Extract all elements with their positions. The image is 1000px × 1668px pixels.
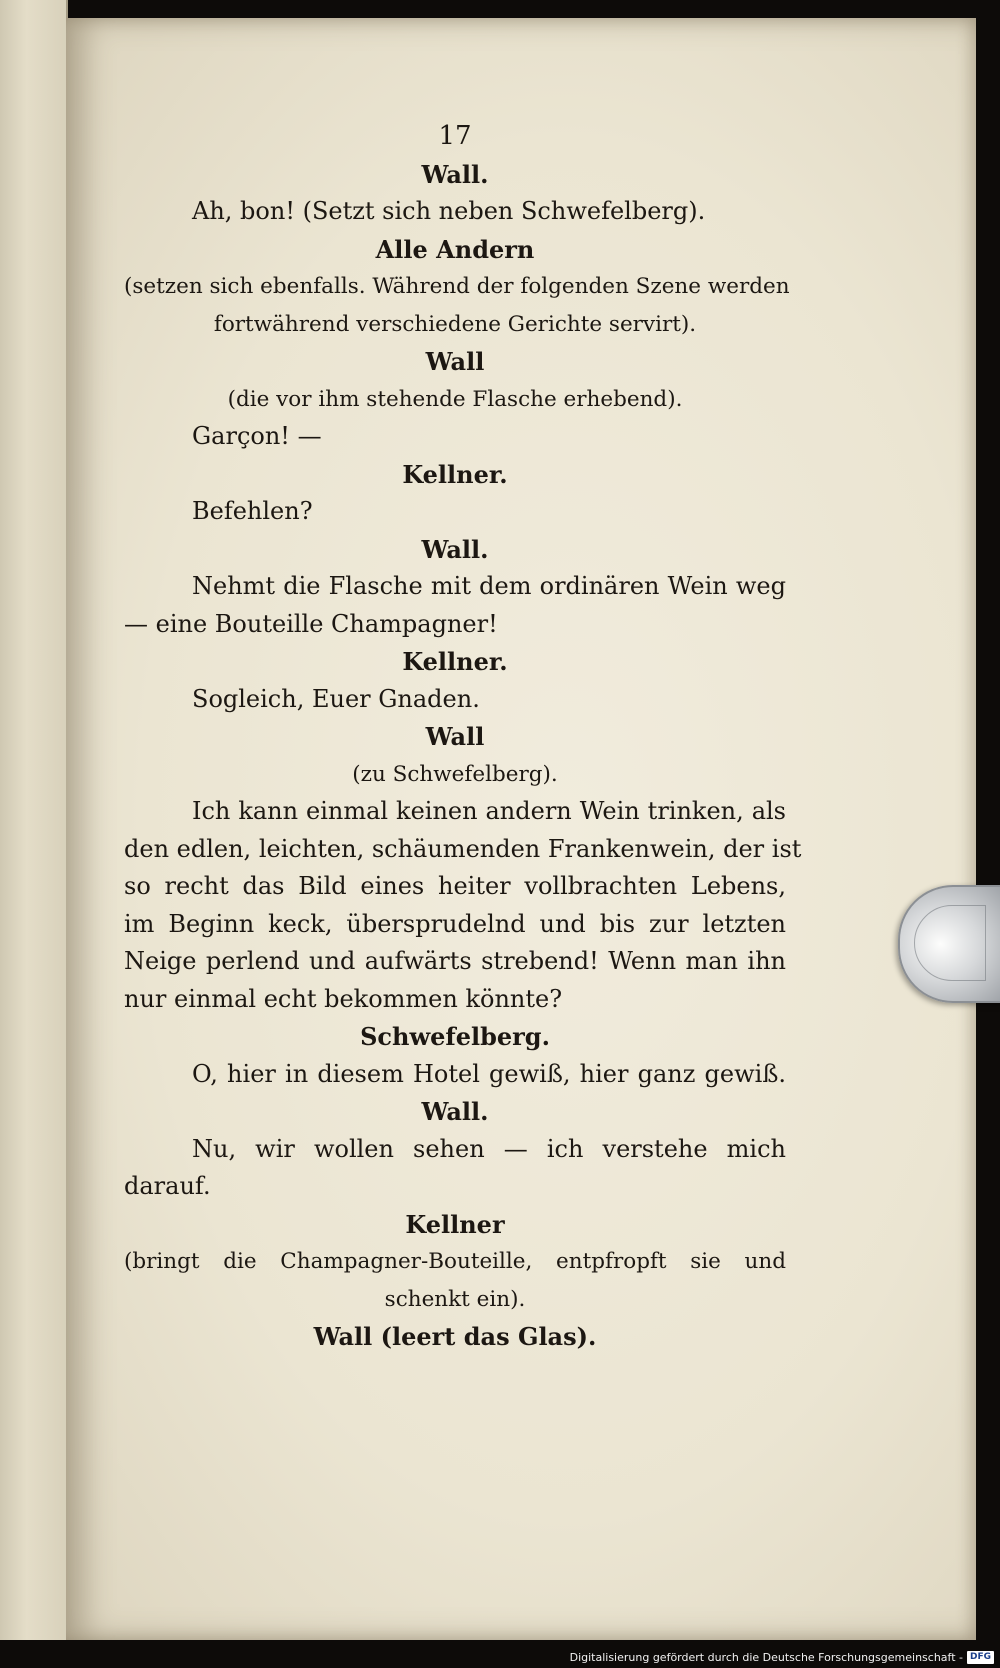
stage-direction: schenkt ein).	[384, 1286, 526, 1312]
stage-direction: (zu Schwefelberg).	[352, 761, 558, 787]
page-number: 17	[438, 121, 472, 151]
stage-direction: (setzen sich ebenfalls. Während der folgenden Szene werden	[124, 274, 790, 299]
speaker-name: Kellner	[405, 1209, 505, 1239]
text-line: Ich kann einmal keinen andern Wein trinken, als	[192, 797, 786, 825]
footer-text: Digitalisierung gefördert durch die Deutsche Forschungsgemeinschaft -	[569, 1651, 963, 1664]
text-line: Neige perlend und aufwärts strebend! Wenn man ihn	[124, 947, 786, 975]
text-line: Garçon! —	[192, 422, 322, 450]
stage-direction: (die vor ihm stehende Flasche erhebend).	[227, 386, 683, 412]
speaker-name: Wall.	[421, 159, 489, 189]
text-line: O, hier in diesem Hotel gewiß, hier ganz gewiß.	[192, 1059, 786, 1088]
text-lines	[124, 156, 802, 1356]
stage-direction: fortwährend verschiedene Gerichte servirt).	[213, 311, 697, 337]
footer-credit	[570, 1651, 994, 1664]
text-line: Sogleich, Euer Gnaden.	[192, 684, 480, 713]
text-line: Nehmt die Flasche mit dem ordinären Wein weg	[192, 572, 786, 600]
speaker-name: Wall	[425, 347, 485, 376]
speaker-name: Wall.	[421, 1097, 489, 1126]
stage-direction: (bringt die Champagner-Bouteille, entpfropft sie und	[124, 1249, 786, 1274]
page-text	[124, 118, 802, 1356]
page-clip-ring	[914, 905, 986, 981]
text-line: den edlen, leichten, schäumenden Frankenwein, der ist	[124, 834, 802, 863]
text-line: nur einmal echt bekommen könnte?	[124, 984, 563, 1013]
speaker-name: Wall.	[421, 534, 489, 564]
page-clip	[898, 885, 1000, 1003]
dfg-logo: DFG	[967, 1651, 994, 1664]
text-line: Ah, bon! (Setzt sich neben Schwefelberg).	[192, 197, 706, 225]
text-line: — eine Bouteille Champagner!	[124, 609, 498, 638]
text-line: Befehlen?	[192, 497, 313, 525]
speaker-name: Alle Andern	[375, 234, 535, 264]
text-line: so recht das Bild eines heiter vollbrachten Lebens,	[124, 872, 786, 900]
text-line: darauf.	[124, 1172, 211, 1200]
speaker-name: Schwefelberg.	[360, 1022, 550, 1051]
speaker-name: Kellner.	[402, 459, 508, 489]
speaker-name: Wall	[425, 722, 485, 751]
speaker-name: Wall (leert das Glas).	[313, 1322, 597, 1351]
text-line: im Beginn keck, übersprudelnd und bis zur letzten	[124, 909, 786, 938]
facing-page-edge	[0, 0, 68, 1640]
speaker-name: Kellner.	[402, 647, 508, 676]
text-line: Nu, wir wollen sehen — ich verstehe mich	[192, 1134, 786, 1163]
